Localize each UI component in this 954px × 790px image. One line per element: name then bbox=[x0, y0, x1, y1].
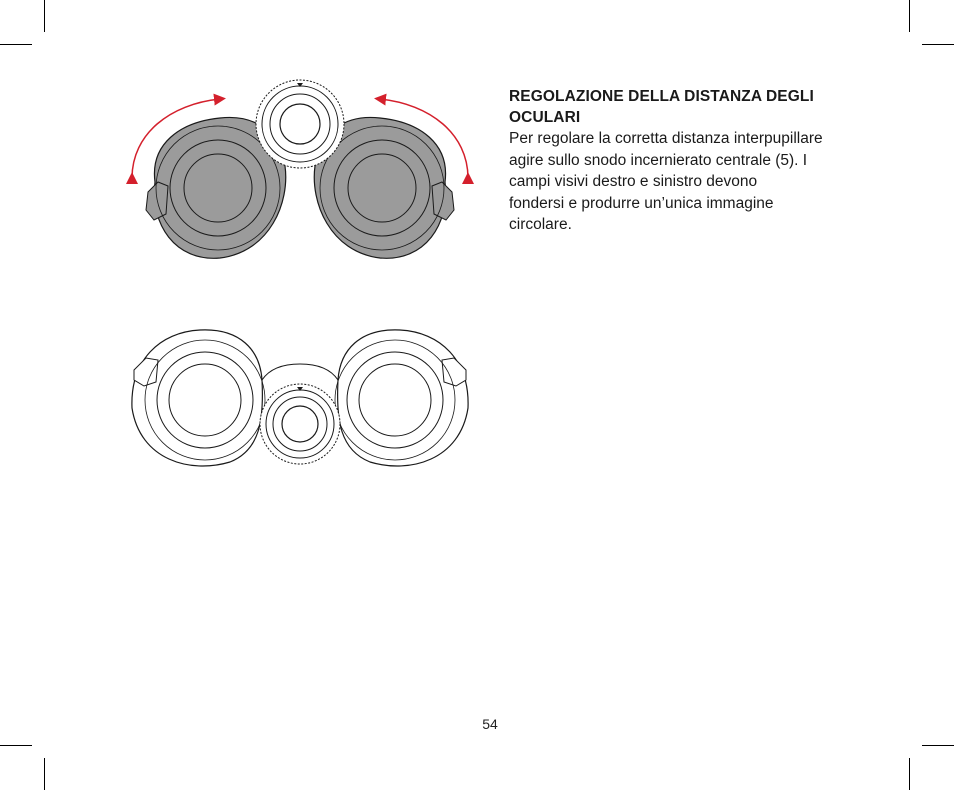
heading-line: REGOLAZIONE DELLA DISTANZA DEGLI bbox=[509, 88, 814, 105]
crop-mark bbox=[922, 745, 954, 746]
section-heading bbox=[509, 86, 849, 128]
crop-mark bbox=[922, 44, 954, 45]
crop-mark bbox=[0, 44, 32, 45]
body-line: circolare. bbox=[509, 216, 572, 233]
crop-mark bbox=[909, 758, 910, 790]
body-line: campi visivi destro e sinistro devono bbox=[509, 173, 758, 190]
crop-mark bbox=[44, 758, 45, 790]
crop-mark bbox=[909, 0, 910, 32]
binocular-folded-illustration bbox=[120, 74, 480, 270]
left-barrel bbox=[132, 330, 265, 466]
page-number: 54 bbox=[482, 716, 498, 732]
binocular-open-illustration bbox=[120, 320, 480, 470]
crop-mark bbox=[0, 745, 32, 746]
body-line: fondersi e produrre un’unica immagine bbox=[509, 194, 774, 212]
body-line: agire sullo snodo incernierato centrale (5). I bbox=[509, 151, 808, 169]
crop-mark bbox=[44, 0, 45, 32]
right-barrel bbox=[335, 330, 468, 466]
instructions-section bbox=[509, 86, 849, 236]
focus-wheel bbox=[256, 80, 344, 168]
focus-wheel bbox=[260, 384, 340, 464]
section-body bbox=[509, 128, 849, 236]
body-line: Per regolare la corretta distanza interpupillare bbox=[509, 130, 823, 147]
heading-line: OCULARI bbox=[509, 109, 581, 126]
